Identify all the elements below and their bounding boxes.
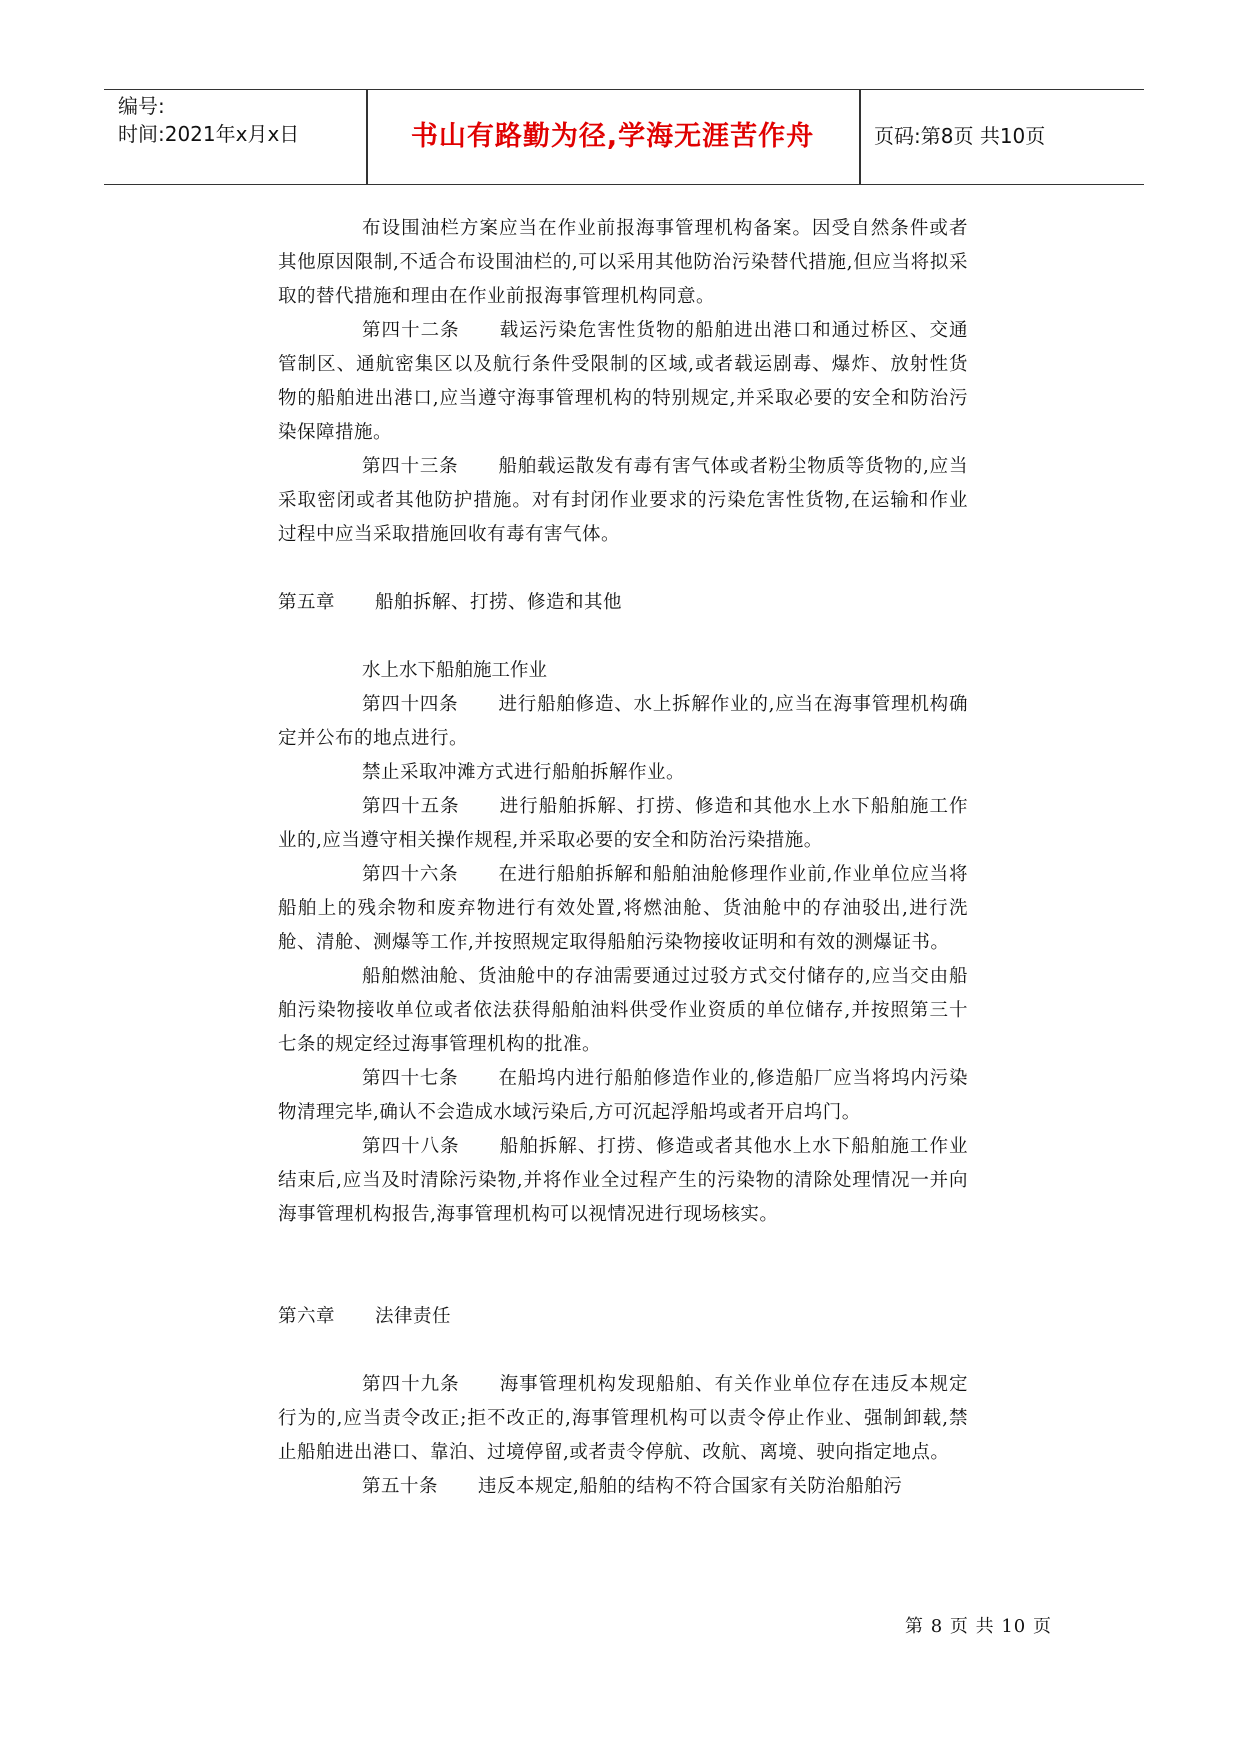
article-number: 第四十七条: [362, 1068, 459, 1089]
article-48: 第四十八条 船舶拆解、打捞、修造或者其他水上水下船舶施工作业结束后,应当及时清除污染物,并将作业全过程产生的污染物的清除处理情况一并向海事管理机构报告,海事管理机构可以视情况进行现场核实。: [278, 1136, 968, 1225]
article-46: 第四十六条 在进行船舶拆解和船舶油舱修理作业前,作业单位应当将船舶上的残余物和废弃物进行有效处置,将燃油舱、货油舱中的存油驳出,进行洗舱、清舱、测爆等工作,并按照规定取得船舶污染物接收证明和有效的测爆证书。: [278, 864, 968, 953]
paragraph: 禁止采取冲滩方式进行船舶拆解作业。: [362, 762, 686, 783]
article-number: 第五十条: [362, 1476, 439, 1497]
time-label: 时间:2021年x月x日: [118, 122, 300, 146]
header-page-code: 页码:第8页 共10页: [874, 124, 1046, 148]
article-47: 第四十七条 在船坞内进行船舶修造作业的,修造船厂应当将坞内污染物清理完毕,确认不会造成水域污染后,方可沉起浮船坞或者开启坞门。: [278, 1068, 968, 1123]
article-number: 第四十八条: [362, 1136, 460, 1157]
chapter-6-heading: [278, 1300, 968, 1334]
article-number: 第四十五条: [362, 796, 460, 817]
article-number: 第四十三条: [362, 456, 459, 477]
article-number: 第四十二条: [362, 320, 460, 341]
chapter-5-subtitle: 水上水下船舶施工作业: [362, 660, 548, 681]
article-43: 第四十三条 船舶载运散发有毒有害气体或者粉尘物质等货物的,应当采取密闭或者其他防护措施。对有封闭作业要求的污染危害性货物,在运输和作业过程中应当采取措施回收有毒有害气体。: [278, 456, 968, 545]
document-body: [278, 212, 968, 1504]
chapter-number: 第六章: [278, 1306, 336, 1327]
chapter-5-heading: [278, 586, 968, 620]
page-footer: 第 8 页 共 10 页: [905, 1616, 1052, 1637]
paragraph: 船舶燃油舱、货油舱中的存油需要通过过驳方式交付储存的,应当交由船舶污染物接收单位或者依法获得船舶油料供受作业资质的单位储存,并按照第三十七条的规定经过海事管理机构的批准。: [278, 966, 968, 1055]
article-42: 第四十二条 载运污染危害性货物的船舶进出港口和通过桥区、交通管制区、通航密集区以及航行条件受限制的区域,或者载运剧毒、爆炸、放射性货物的船舶进出港口,应当遵守海事管理机构的特别规定,并采取必要的安全和防治污染保障措施。: [278, 320, 968, 443]
chapter-title: 法律责任: [375, 1306, 452, 1327]
number-label: 编号:: [118, 94, 165, 118]
header-divider: [859, 90, 861, 184]
document-header: [104, 89, 1144, 185]
paragraph: 布设围油栏方案应当在作业前报海事管理机构备案。因受自然条件或者其他原因限制,不适合布设围油栏的,可以采用其他防治污染替代措施,但应当将拟采取的替代措施和理由在作业前报海事管理机构同意。: [278, 218, 968, 307]
article-number: 第四十六条: [362, 864, 459, 885]
article-49: 第四十九条 海事管理机构发现船舶、有关作业单位存在违反本规定行为的,应当责令改正;拒不改正的,海事管理机构可以责令停止作业、强制卸载,禁止船舶进出港口、靠泊、过境停留,或者责令停航、改航、离境、驶向指定地点。: [278, 1374, 968, 1463]
chapter-title: 船舶拆解、打捞、修造和其他: [375, 592, 623, 613]
article-number: 第四十四条: [362, 694, 459, 715]
header-motto: 书山有路勤为径,学海无涯苦作舟: [410, 121, 815, 152]
article-number: 第四十九条: [362, 1374, 460, 1395]
chapter-number: 第五章: [278, 592, 336, 613]
article-45: 第四十五条 进行船舶拆解、打捞、修造和其他水上水下船舶施工作业的,应当遵守相关操作规程,并采取必要的安全和防治污染措施。: [278, 796, 968, 851]
article-50: 第五十条 违反本规定,船舶的结构不符合国家有关防治船舶污: [362, 1476, 903, 1497]
article-44: 第四十四条 进行船舶修造、水上拆解作业的,应当在海事管理机构确定并公布的地点进行。: [278, 694, 968, 749]
header-meta: [118, 92, 299, 148]
